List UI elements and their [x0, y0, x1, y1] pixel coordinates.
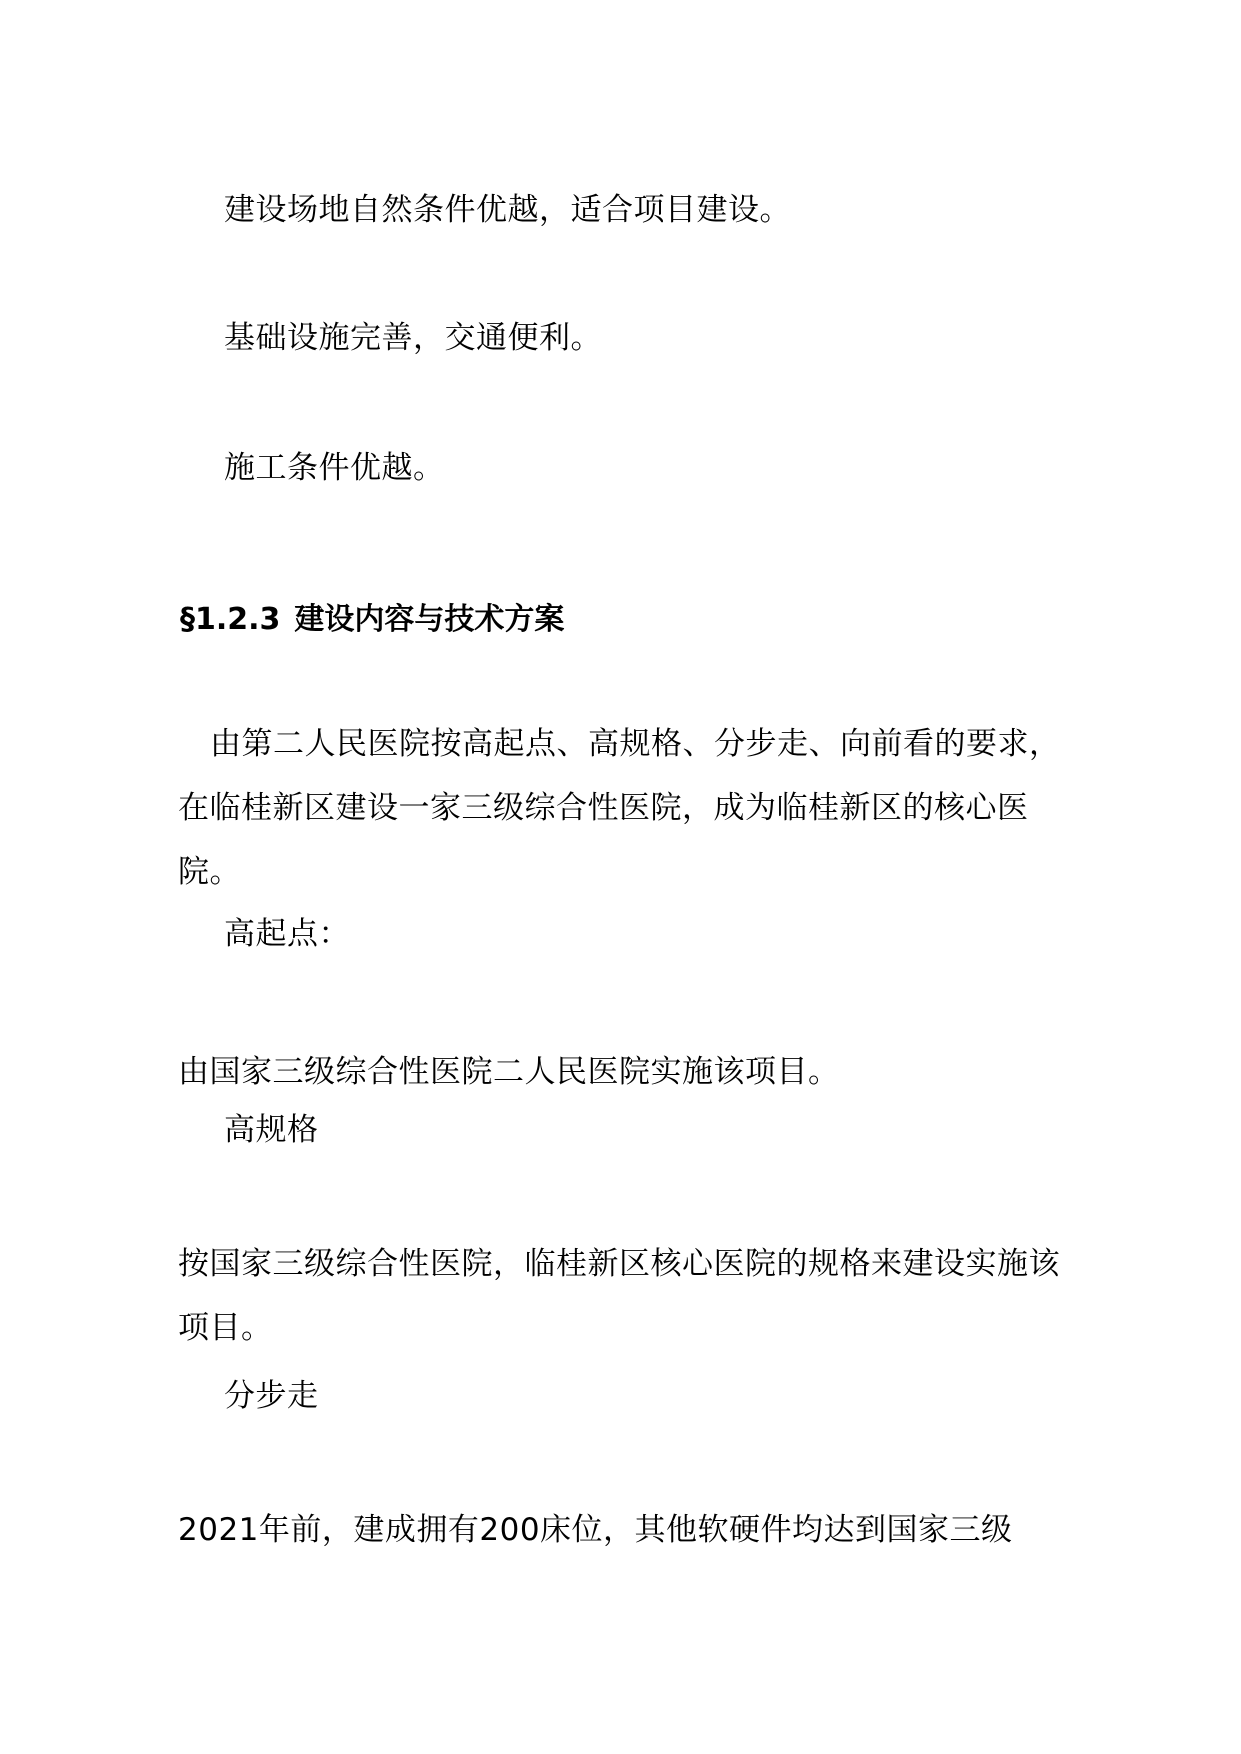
item-text-high-standard: 按国家三级综合性医院，临桂新区核心医院的规格来建设实施该项目。 — [178, 1246, 1060, 1346]
section-title: 建设内容与技术方案 — [294, 602, 565, 637]
section-heading — [180, 600, 564, 640]
intro-paragraph: 由第二人民医院按高起点、高规格、分步走、向前看的要求，在临桂新区建设一家三级综合性医院，成为临桂新区的核心医院。 — [178, 726, 1061, 890]
item-text-step-by-step: 2021年前，建成拥有200床位，其他软硬件均达到国家三级 — [178, 1512, 1013, 1548]
item-text-high-start: 由国家三级综合性医院二人民医院实施该项目。 — [178, 1054, 840, 1090]
section-number: §1.2.3 — [180, 602, 281, 637]
item-label-high-start: 高起点： — [224, 916, 350, 952]
item-label-step-by-step: 分步走 — [224, 1378, 319, 1414]
line-site-conditions: 建设场地自然条件优越，适合项目建设。 — [224, 192, 791, 228]
line-construction-conditions: 施工条件优越。 — [224, 450, 445, 486]
item-label-high-standard: 高规格 — [224, 1112, 319, 1148]
line-infrastructure: 基础设施完善，交通便利。 — [224, 320, 602, 356]
